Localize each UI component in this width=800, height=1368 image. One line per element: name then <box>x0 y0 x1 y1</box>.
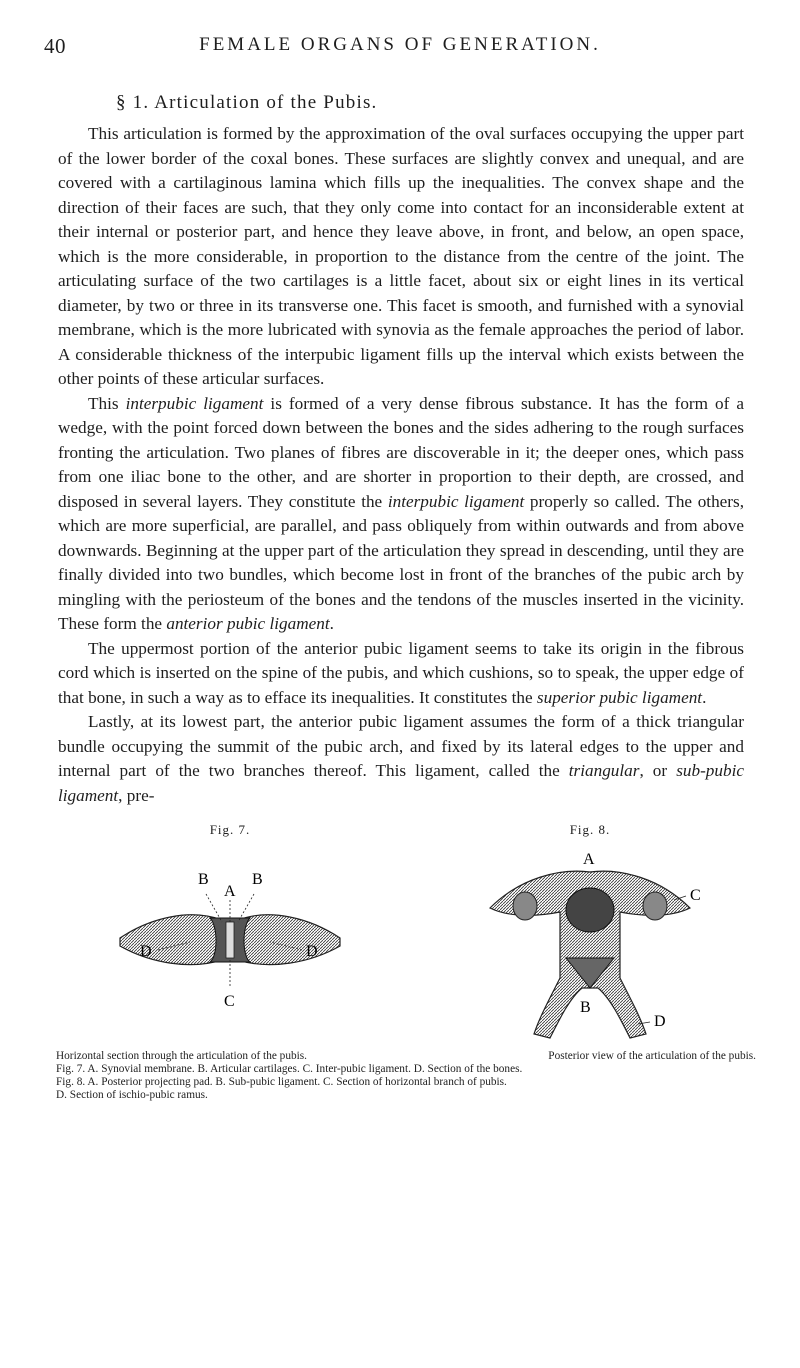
fig7-caption-legend: Fig. 7. A. Synovial membrane. B. Articular cartilages. C. Inter-pubic ligament. D. Section of the bones. <box>56 1063 523 1075</box>
text-run: The uppermost portion of the anterior pubic ligament seems to take its origin in the fibrous cord which is inserted on the spine of the pubis, and which cushions, so to speak, the upper edge of that bone, in such a way as to efface its inequalities. It constitutes the <box>58 638 744 707</box>
fig7-caption-title: Horizontal section through the articulation of the pubis. <box>56 1050 307 1062</box>
fig8-letter-c: C <box>690 887 701 904</box>
term-superior-pubic-ligament: superior pubic ligament <box>536 687 703 707</box>
fig7-letter-d-left: D <box>140 943 152 960</box>
fig7-letter-c: C <box>224 993 235 1010</box>
paragraph-2 <box>58 392 744 637</box>
figure-8-label: Fig. 8. <box>569 822 611 837</box>
running-head: FEMALE ORGANS OF GENERATION. <box>199 34 601 55</box>
fig7-letter-d-right: D <box>306 943 318 960</box>
figures-area <box>40 822 760 1052</box>
figure-8-illustration <box>470 838 710 1043</box>
text-run: , or <box>639 761 677 780</box>
page-header <box>44 34 756 64</box>
fig8-caption-legend-line2: D. Section of ischio-pubic ramus. <box>56 1089 208 1101</box>
figure-7-illustration <box>110 838 350 1043</box>
text-run: Lastly, at its lowest part, the anterior pubic ligament assumes the form of a thick triangular bundle occupying the summit of the pubic arch, and fixed by its lateral edges to the upper and internal part of the two branches thereof. This ligament, called the <box>58 712 744 780</box>
fig7-letter-a: A <box>224 883 236 900</box>
section-heading: § 1. Articulation of the Pubis. <box>116 92 378 113</box>
paragraph-4 <box>58 710 744 808</box>
pubic-section-drawing <box>120 894 340 988</box>
fig8-caption-title: Posterior view of the articulation of the pubis. <box>548 1050 756 1062</box>
text-run: is formed of a very dense fibrous substance. It has the form of a wedge, with the point forced down between the bones and the sides adhering to the rough surfaces fronting the articulation. Two planes of fibres are discoverable in it; the deeper ones, which pass from one iliac bone to the other, and are shorter in proportion to their depth, are crossed, and disposed in several layers. They constitute the <box>58 393 744 511</box>
paragraph-3 <box>58 637 744 711</box>
paragraph-1: This articulation is formed by the approximation of the oval surfaces occupying the upper part of the lower border of the coxal bones. These surfaces are slightly convex and unequal, and are covered with a cartilaginous lamina which fills up the inequalities. The convex shape and the direction of their faces are such, that they only come into contact for an inconsiderable extent at their internal or posterior part, and hence they leave above, in front, and below, an open space, which is the more considerable, in proportion to the distance from the centre of the joint. The articulating surface of the two cartilages is a little facet, about six or eight lines in its vertical diameter, by two or three in its transverse one. This facet is smooth, and furnished with a synovial membrane, which is the more lubricated with synovia as the female approaches the period of labor. A considerable thickness of the interpubic ligament fills up the interval which exists between the other points of these articular surfaces. <box>58 124 744 388</box>
body-text <box>58 122 744 808</box>
term-interpubic-ligament: interpubic ligament <box>387 491 525 511</box>
fig8-letter-a: A <box>583 851 595 868</box>
fig8-letter-d: D <box>654 1013 666 1030</box>
figure-8 <box>470 822 710 1043</box>
text-run: . <box>329 614 334 633</box>
fig8-caption-legend-line1: Fig. 8. A. Posterior projecting pad. B. Sub-pubic ligament. C. Section of horizontal branch of pubis. <box>56 1076 507 1088</box>
text-run: properly so called. The others, which are more superficial, are parallel, and pass obliquely from within outwards and from above downwards. Beginning at the upper part of the articulation they spread in descending, until they are finally divided into two bundles, which become lost in front of the branches of the pubic arch by mingling with the periosteum of the bones and the tendons of the muscles inserted in the vicinity. These form the <box>58 491 745 633</box>
fig8-letter-b: B <box>580 999 591 1016</box>
page-number: 40 <box>44 34 66 58</box>
text-run: . <box>702 687 707 707</box>
figure-7-label: Fig. 7. <box>209 822 251 837</box>
term-interpubic-ligament: interpubic ligament <box>125 393 264 413</box>
term-sub-pubic-ligament: sub-pubic ligament <box>58 761 744 805</box>
text-run: , pre- <box>118 785 155 805</box>
fig7-letter-b-left: B <box>198 871 209 888</box>
figure-7 <box>110 822 350 1043</box>
term-triangular: triangular <box>568 761 640 780</box>
term-anterior-pubic-ligament: anterior pubic ligament <box>166 614 330 633</box>
text-run: This <box>88 393 126 413</box>
fig7-letter-b-right: B <box>252 871 263 888</box>
figure-captions <box>56 1050 756 1102</box>
caption-title-row <box>56 1050 756 1063</box>
